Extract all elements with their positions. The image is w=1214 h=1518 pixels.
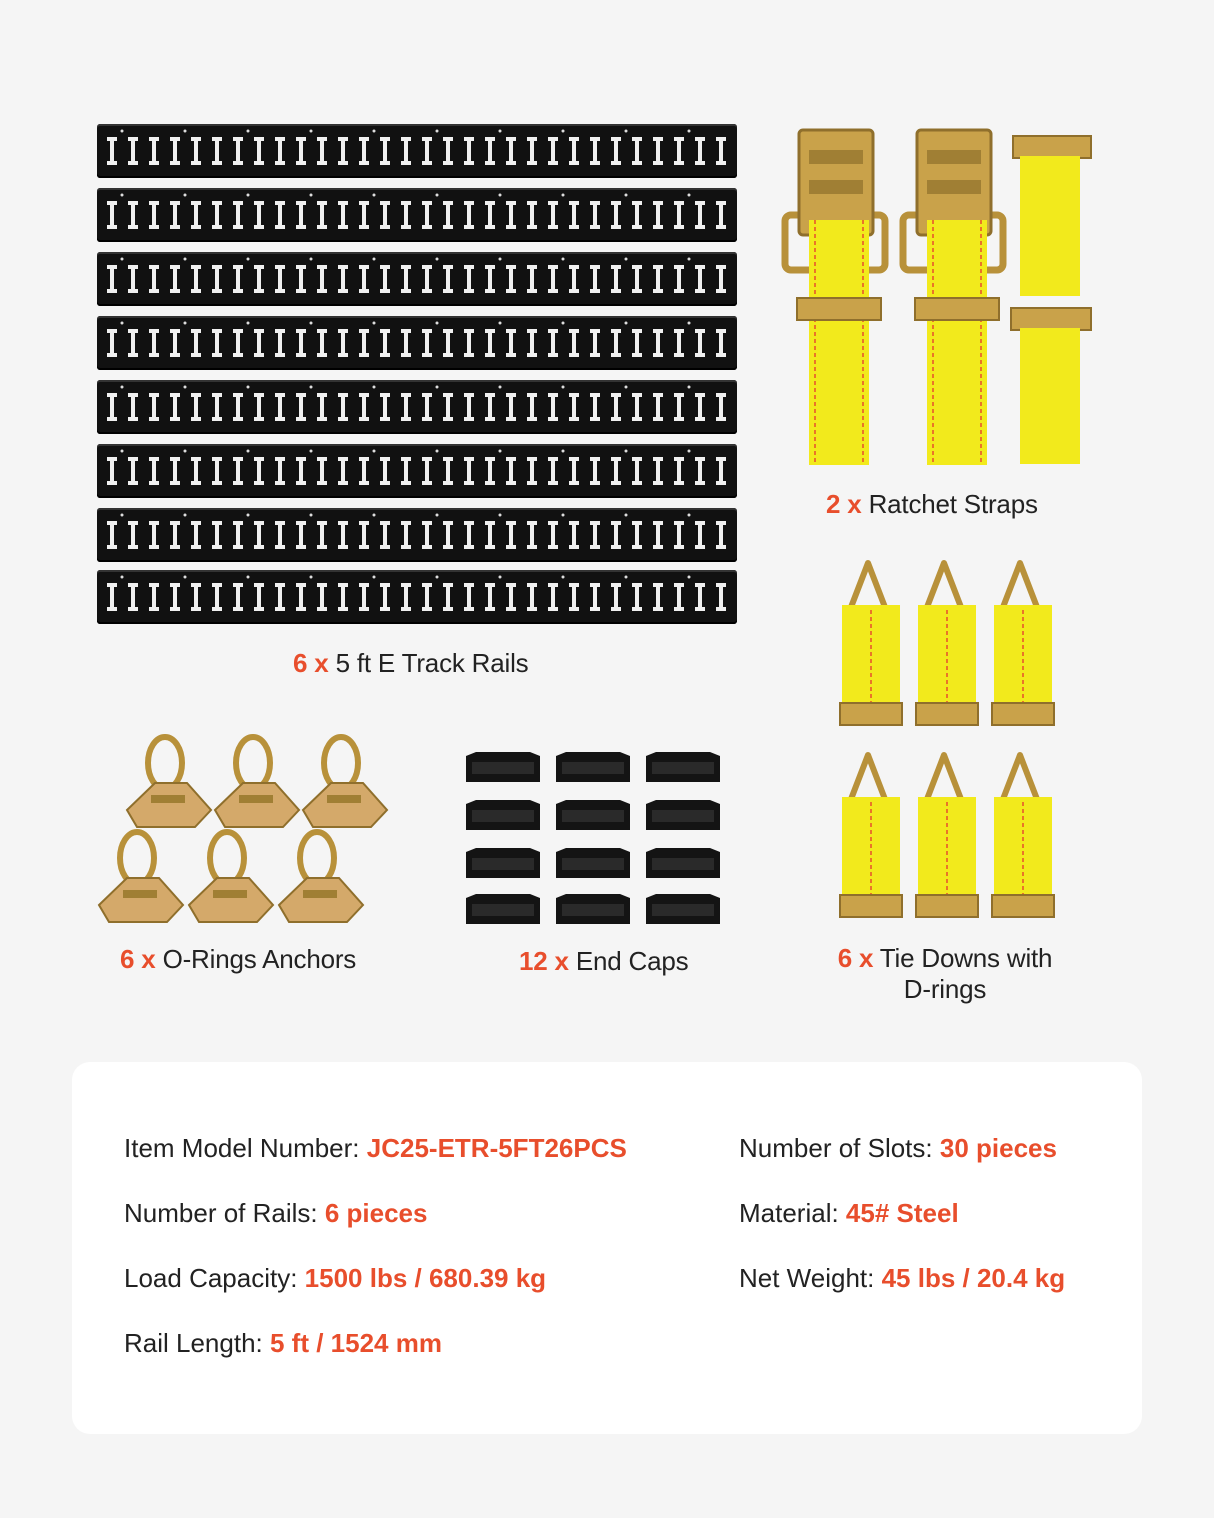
e-track-rail [97, 124, 737, 178]
spec-model-value: JC25-ETR-5FT26PCS [366, 1133, 627, 1163]
e-track-rail [97, 316, 737, 370]
spec-load-value: 1500 lbs / 680.39 kg [304, 1263, 547, 1293]
tiedowns-label-line1: Tie Downs with [879, 943, 1053, 973]
spec-length-value: 5 ft / 1524 mm [269, 1328, 442, 1358]
tie-downs-image [830, 555, 1070, 927]
spec-weight-value: 45 lbs / 20.4 kg [881, 1263, 1066, 1293]
orings-caption [120, 944, 356, 975]
spec-slots-label: Number of Slots: [739, 1133, 940, 1163]
spec-load [124, 1263, 546, 1294]
tiedowns-caption [815, 943, 1075, 1005]
orings-qty: 6 x [120, 944, 156, 974]
spec-slots-value: 30 pieces [939, 1133, 1057, 1163]
spec-rails-label: Number of Rails: [124, 1198, 325, 1228]
rails-label: 5 ft E Track Rails [335, 648, 529, 678]
e-track-rail [97, 380, 737, 434]
spec-weight-label: Net Weight: [739, 1263, 882, 1293]
spec-material-value: 45# Steel [845, 1198, 959, 1228]
spec-material [739, 1198, 959, 1229]
rails-qty: 6 x [293, 648, 329, 678]
e-track-rail [97, 508, 737, 562]
e-track-rail [97, 188, 737, 242]
spec-length-label: Rail Length: [124, 1328, 270, 1358]
e-track-rail [97, 570, 737, 624]
e-track-rail [97, 252, 737, 306]
rails-caption [293, 648, 528, 679]
tiedowns-label-line2: D-rings [903, 974, 987, 1004]
o-ring-anchors-image [95, 730, 395, 930]
spec-rails-value: 6 pieces [324, 1198, 428, 1228]
spec-model [124, 1133, 627, 1164]
spec-model-label: Item Model Number: [124, 1133, 367, 1163]
spec-load-label: Load Capacity: [124, 1263, 305, 1293]
ratchet-qty: 2 x [826, 489, 862, 519]
end-caps-image [462, 750, 730, 932]
spec-material-label: Material: [739, 1198, 846, 1228]
ratchet-straps-image [775, 120, 1095, 470]
endcaps-label: End Caps [575, 946, 689, 976]
spec-weight [739, 1263, 1065, 1294]
ratchet-caption [826, 489, 1038, 520]
e-track-rail [97, 444, 737, 498]
spec-slots [739, 1133, 1057, 1164]
specifications-card [72, 1062, 1142, 1434]
endcaps-caption [519, 946, 688, 977]
spec-length [124, 1328, 442, 1359]
endcaps-qty: 12 x [519, 946, 569, 976]
tiedowns-qty: 6 x [837, 943, 874, 973]
orings-label: O-Rings Anchors [162, 944, 357, 974]
ratchet-label: Ratchet Straps [868, 489, 1038, 519]
spec-rails [124, 1198, 427, 1229]
